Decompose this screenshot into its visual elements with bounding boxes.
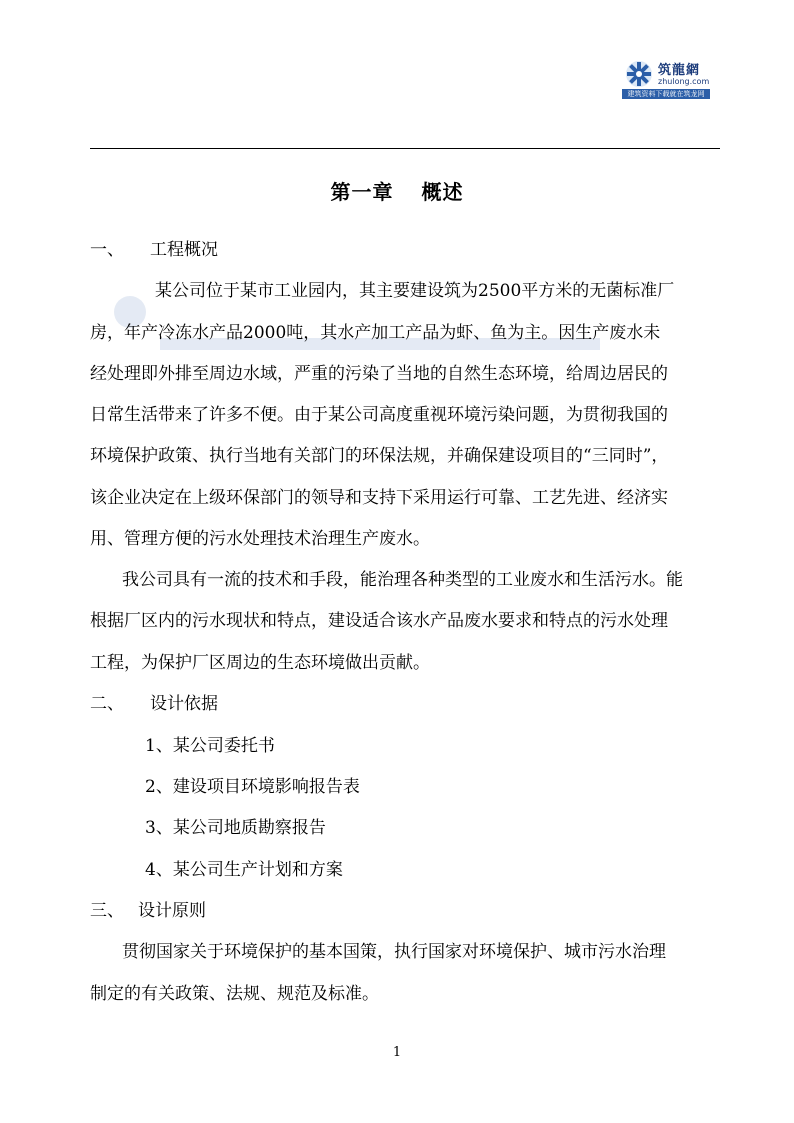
section-heading-3 (90, 901, 206, 921)
logo-tagline: 建筑资料下载就在筑龙网 (622, 89, 710, 99)
paragraph-line: 环境保护政策、执行当地有关部门的环保法规，并确保建设项目的“三同时”， (90, 446, 669, 466)
paragraph-line: 根据厂区内的污水现状和特点，建设适合该水产品废水要求和特点的污水处理 (90, 611, 668, 631)
chapter-name: 概述 (421, 180, 464, 204)
paragraph-line: 房，年产冷冻水产品2000吨，其水产加工产品为虾、鱼为主。因生产废水未 (90, 323, 661, 343)
list-item: 1、某公司委托书 (145, 736, 275, 756)
list-item: 2、建设项目环境影响报告表 (145, 777, 360, 797)
section-title: 设计原则 (138, 901, 206, 921)
chapter-number: 第一章 (330, 180, 394, 204)
list-item: 3、某公司地质勘察报告 (145, 818, 326, 838)
paragraph-line: 贯彻国家关于环境保护的基本国策，执行国家对环境保护、城市污水治理 (122, 942, 666, 962)
paragraph-line: 用、管理方便的污水处理技术治理生产废水。 (90, 529, 430, 549)
paragraph-line: 工程，为保护厂区周边的生态环境做出贡献。 (90, 653, 430, 673)
section-heading-1 (90, 240, 218, 260)
site-logo (620, 55, 710, 100)
logo-name: 筑龍網 (658, 63, 701, 78)
paragraph-line: 该企业决定在上级环保部门的领导和支持下采用运行可靠、工艺先进、经济实 (90, 488, 668, 508)
zhulong-logo-icon (624, 59, 654, 89)
section-number: 三、 (90, 901, 124, 921)
paragraph-line: 我公司具有一流的技术和手段，能治理各种类型的工业废水和生活污水。能 (122, 570, 683, 590)
paragraph-line: 制定的有关政策、法规、规范及标准。 (90, 984, 379, 1004)
header-divider (90, 148, 720, 149)
section-number: 二、 (90, 694, 124, 714)
paragraph-line: 日常生活带来了许多不便。由于某公司高度重视环境污染问题，为贯彻我国的 (90, 405, 668, 425)
paragraph-line: 经处理即外排至周边水域，严重的污染了当地的自然生态环境，给周边居民的 (90, 364, 668, 384)
section-heading-2 (90, 694, 218, 714)
logo-domain: zhulong.com (658, 77, 710, 86)
section-number: 一、 (90, 240, 124, 260)
list-item: 4、某公司生产计划和方案 (145, 860, 343, 880)
section-title: 设计依据 (150, 694, 218, 714)
page-number: 1 (392, 1045, 402, 1060)
section-title: 工程概况 (150, 240, 218, 260)
chapter-title (0, 176, 794, 205)
paragraph-line: 某公司位于某市工业园内，其主要建设筑为2500平方米的无菌标准厂 (155, 281, 675, 301)
